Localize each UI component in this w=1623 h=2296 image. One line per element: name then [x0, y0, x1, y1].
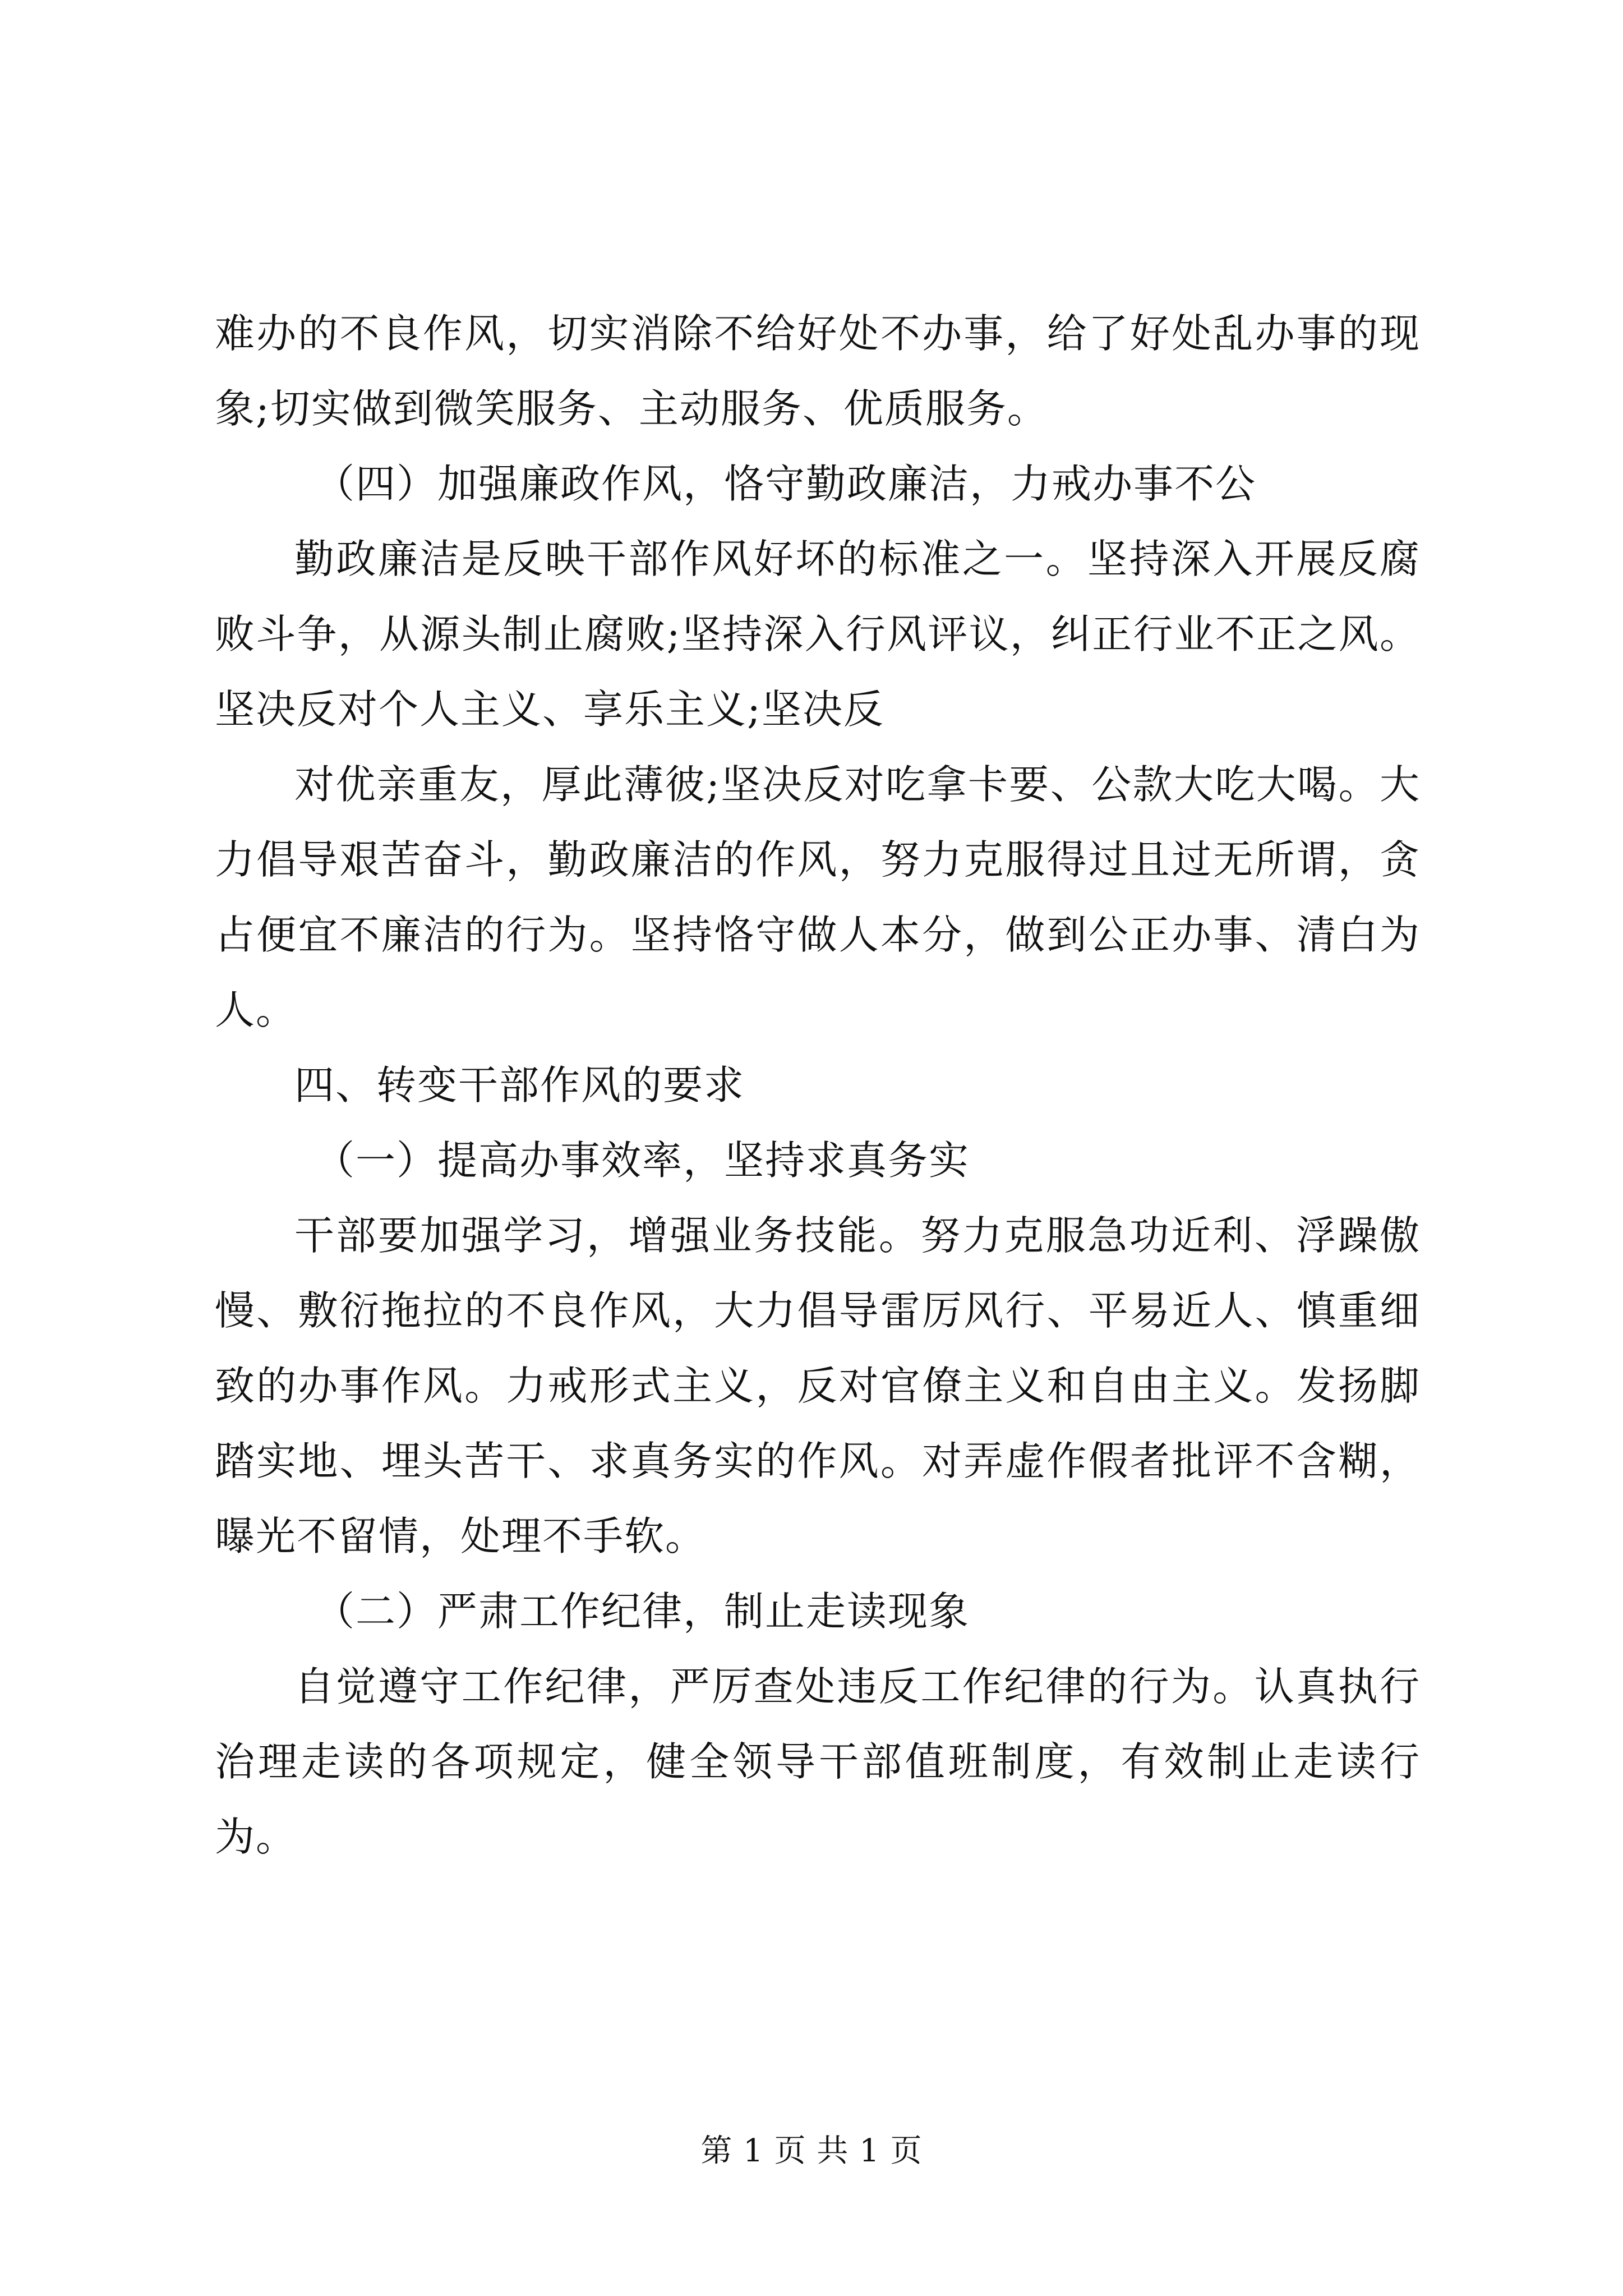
- subheading-2: （二）严肃工作纪律，制止走读现象: [315, 1588, 970, 1635]
- document-body: [215, 296, 1421, 1875]
- paragraph-integrity-continued: 对优亲重友，厚此薄彼;坚决反对吃拿卡要、公款大吃大喝。大力倡导艰苦奋斗，勤政廉洁的作风，努力克服得过且过无所谓，贪占便宜不廉洁的行为。坚持恪守做人本分，做到公正办事、清白为人。: [215, 761, 1421, 1033]
- paragraph-efficiency: 干部要加强学习，增强业务技能。努力克服急功近利、浮躁傲慢、敷衍拖拉的不良作风，大力倡导雷厉风行、平易近人、慎重细致的办事作风。力戒形式主义，反对官僚主义和自由主义。发扬脚踏实地、埋头苦干、求真务实的作风。对弄虚作假者批评不含糊，曝光不留情，处理不手软。: [215, 1212, 1421, 1559]
- section-heading-4: 四、转变干部作风的要求: [294, 1062, 745, 1108]
- paragraph-continuation: 难办的不良作风，切实消除不给好处不办事，给了好处乱办事的现象;切实做到微笑服务、主动服务、优质服务。: [215, 310, 1421, 432]
- subheading-1: （一）提高办事效率，坚持求真务实: [315, 1137, 970, 1184]
- page-footer: 第 1 页 共 1 页: [700, 2133, 923, 2169]
- paragraph-integrity: 勤政廉洁是反映干部作风好坏的标准之一。坚持深入开展反腐败斗争，从源头制止腐败;坚持深入行风评议，纠正行业不正之风。坚决反对个人主义、享乐主义;坚决反: [215, 536, 1421, 733]
- paragraph-discipline: 自觉遵守工作纪律，严厉查处违反工作纪律的行为。认真执行治理走读的各项规定，健全领导干部值班制度，有效制止走读行为。: [215, 1663, 1421, 1860]
- subheading-4: （四）加强廉政作风，恪守勤政廉洁，力戒办事不公: [315, 461, 1257, 507]
